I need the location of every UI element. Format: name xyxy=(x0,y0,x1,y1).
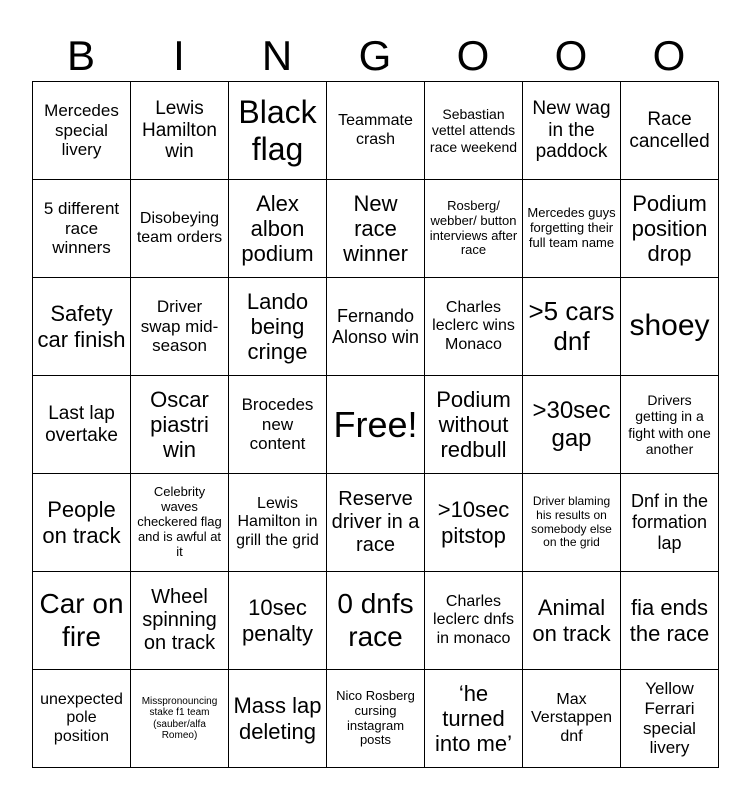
header-letter-o1: O xyxy=(456,32,490,79)
bingo-cell[interactable]: New wag in the paddock xyxy=(523,82,621,180)
bingo-cell[interactable]: shoey xyxy=(621,278,719,376)
bingo-header xyxy=(32,28,718,84)
bingo-cell[interactable]: 5 different race winners xyxy=(33,180,131,278)
bingo-cell[interactable]: Driver blaming his results on somebody else on the grid xyxy=(523,474,621,572)
bingo-cell[interactable]: Podium position drop xyxy=(621,180,719,278)
bingo-cell[interactable]: Celebrity waves checkered flag and is awful at it xyxy=(131,474,229,572)
bingo-cell[interactable]: 0 dnfs race xyxy=(327,572,425,670)
bingo-cell[interactable]: Teammate crash xyxy=(327,82,425,180)
bingo-cell[interactable]: Mercedes guys forgetting their full team name xyxy=(523,180,621,278)
bingo-cell[interactable]: Yellow Ferrari special livery xyxy=(621,670,719,768)
bingo-cell[interactable]: fia ends the race xyxy=(621,572,719,670)
bingo-cell[interactable]: Max Verstappen dnf xyxy=(523,670,621,768)
bingo-cell[interactable]: New race winner xyxy=(327,180,425,278)
bingo-cell[interactable]: Fernando Alonso win xyxy=(327,278,425,376)
bingo-cell[interactable]: 10sec penalty xyxy=(229,572,327,670)
header-letter-o3: O xyxy=(652,32,686,79)
bingo-cell[interactable]: Disobeying team orders xyxy=(131,180,229,278)
bingo-cell[interactable]: >5 cars dnf xyxy=(523,278,621,376)
bingo-cell[interactable]: Podium without redbull xyxy=(425,376,523,474)
header-letter-g: G xyxy=(358,32,392,79)
header-letter-i: I xyxy=(173,32,185,79)
bingo-cell[interactable]: Lewis Hamilton in grill the grid xyxy=(229,474,327,572)
header-letter-n: N xyxy=(261,32,293,79)
bingo-cell[interactable]: ‘he turned into me’ xyxy=(425,670,523,768)
bingo-cell[interactable]: Lewis Hamilton win xyxy=(131,82,229,180)
bingo-grid xyxy=(32,81,719,768)
bingo-cell[interactable]: People on track xyxy=(33,474,131,572)
bingo-cell[interactable]: Dnf in the formation lap xyxy=(621,474,719,572)
bingo-cell[interactable]: Charles leclerc dnfs in monaco xyxy=(425,572,523,670)
bingo-cell[interactable]: Alex albon podium xyxy=(229,180,327,278)
bingo-cell[interactable]: Car on fire xyxy=(33,572,131,670)
bingo-cell[interactable]: Rosberg/ webber/ button interviews after race xyxy=(425,180,523,278)
bingo-cell[interactable]: Driver swap mid-season xyxy=(131,278,229,376)
header-letter-o2: O xyxy=(554,32,588,79)
bingo-cell[interactable]: Charles leclerc wins Monaco xyxy=(425,278,523,376)
bingo-cell[interactable]: Lando being cringe xyxy=(229,278,327,376)
bingo-cell[interactable]: Misspronouncing stake f1 team (sauber/alfa Romeo) xyxy=(131,670,229,768)
bingo-cell[interactable]: Race cancelled xyxy=(621,82,719,180)
header-letter-b: B xyxy=(66,32,95,79)
bingo-cell[interactable]: Black flag xyxy=(229,82,327,180)
bingo-cell[interactable]: Nico Rosberg cursing instagram posts xyxy=(327,670,425,768)
bingo-cell[interactable]: Drivers getting in a fight with one another xyxy=(621,376,719,474)
bingo-cell[interactable]: Last lap overtake xyxy=(33,376,131,474)
bingo-cell[interactable]: Reserve driver in a race xyxy=(327,474,425,572)
bingo-cell[interactable]: Animal on track xyxy=(523,572,621,670)
bingo-cell[interactable]: Mercedes special livery xyxy=(33,82,131,180)
bingo-cell[interactable]: unexpected pole position xyxy=(33,670,131,768)
bingo-cell[interactable]: >30sec gap xyxy=(523,376,621,474)
bingo-cell[interactable]: Wheel spinning on track xyxy=(131,572,229,670)
bingo-cell[interactable]: Sebastian vettel attends race weekend xyxy=(425,82,523,180)
bingo-cell-free[interactable]: Free! xyxy=(327,376,425,474)
bingo-cell[interactable]: Mass lap deleting xyxy=(229,670,327,768)
bingo-cell[interactable]: Oscar piastri win xyxy=(131,376,229,474)
bingo-cell[interactable]: Brocedes new content xyxy=(229,376,327,474)
bingo-cell[interactable]: >10sec pitstop xyxy=(425,474,523,572)
bingo-cell[interactable]: Safety car finish xyxy=(33,278,131,376)
